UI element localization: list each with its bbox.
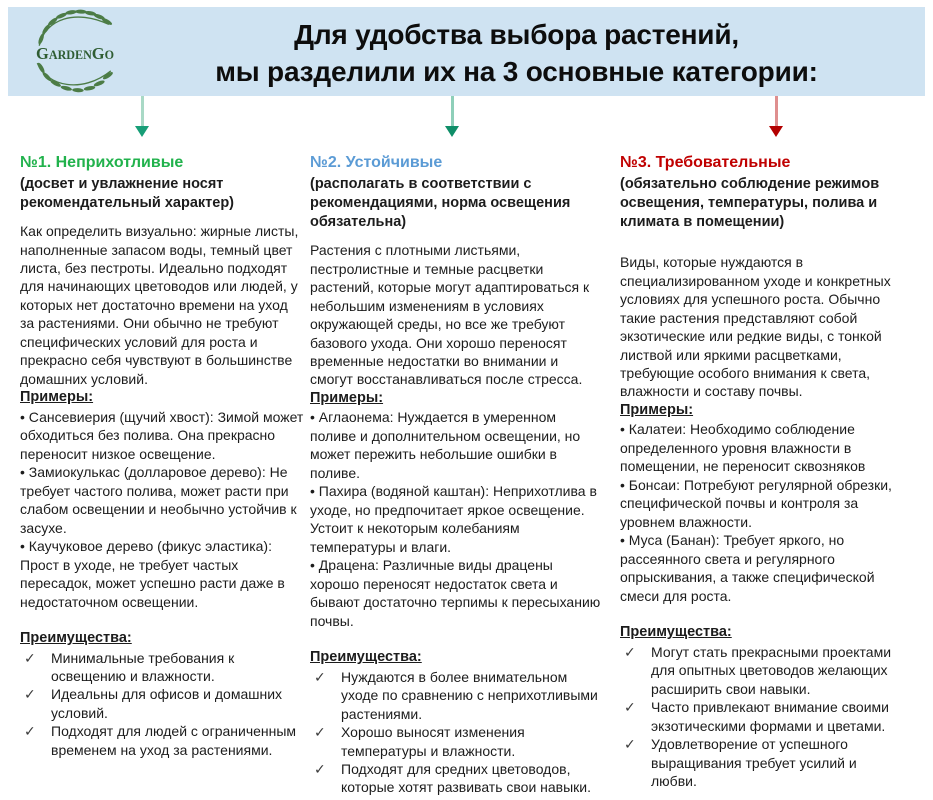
arrow-head	[135, 126, 149, 137]
arrow-down-icon-category-1	[135, 96, 149, 141]
example-item: • Каучуковое дерево (фикус эластика): Прост в уходе, не требует частых пересадок, может успешно расти даже в недостаточном освещении.	[20, 537, 304, 611]
checkmark-icon	[310, 760, 341, 797]
arrow-stem	[451, 96, 454, 127]
examples-label: Примеры:	[620, 401, 694, 418]
laurel-wreath-icon	[24, 7, 128, 96]
arrow-head	[769, 126, 783, 137]
advantage-text: Могут стать прекрасными проектами для опытных цветоводов желающих расширить свои навыки.	[651, 643, 892, 697]
page-title-line-1: Для удобства выбора растений,	[294, 19, 739, 50]
advantage-text: Идеальны для офисов и домашних условий.	[51, 686, 283, 721]
advantage-item	[310, 668, 602, 723]
category-description: Как определить визуально: жирные листы, наполненные запасом воды, темный цвет листа, без пестроты. Идеально подходят для начинающих цветоводов или людей, у которых нет достаточно времени на уход за растениями. Они обычно не требуют специфических условий для роста и прекрасно себя чувствуют в большинстве домашних условий.	[20, 223, 299, 387]
example-item: • Муса (Банан): Требует яркого, но рассеянного света и регулярного опрыскивания, а также специфической смеси для роста.	[620, 531, 901, 605]
category-subtitle: (обязательно соблюдение режимов освещения, температуры, полива и климата в помещении)	[620, 175, 880, 231]
example-item: • Драцена: Различные виды драцены хорошо переносят недостаток света и бывают достаточно терпимы к пересыханию почвы.	[310, 556, 602, 630]
example-item: • Сансевиерия (щучий хвост): Зимой может обходиться без полива. Она прекрасно переносит низкое освещение.	[20, 408, 304, 463]
categories-container	[20, 153, 892, 797]
advantage-item	[20, 649, 304, 686]
header-band	[8, 7, 925, 96]
advantages-label: Преимущества:	[20, 629, 132, 646]
advantage-item	[620, 698, 901, 735]
category-title: №1. Неприхотливые	[20, 154, 184, 171]
advantage-item	[20, 722, 304, 759]
advantage-item	[620, 735, 901, 790]
advantage-item	[310, 723, 602, 760]
advantage-text: Подходят для людей с ограниченным временем на уход за растениями.	[51, 723, 297, 758]
example-item: • Калатеи: Необходимо соблюдение определенного уровня влажности в помещении, не переносит сквозняков	[620, 420, 901, 475]
checkmark-icon	[310, 668, 341, 723]
gardengo-logo	[24, 7, 128, 96]
advantage-text: Нуждаются в более внимательном уходе по сравнению с неприхотливыми растениями.	[341, 668, 598, 722]
arrow-head	[445, 126, 459, 137]
arrow-down-icon-category-2	[445, 96, 459, 141]
examples-label: Примеры:	[20, 389, 94, 406]
page-title-line-2: мы разделили их на 3 основные категории:	[215, 56, 818, 88]
example-item: • Бонсаи: Потребуют регулярной обрезки, специфической почвы и контроля за уровнем влажности.	[620, 476, 901, 531]
advantage-text: Удовлетворение от успешного выращивания требует усилий и любви.	[651, 736, 857, 790]
advantage-item	[620, 643, 901, 698]
advantage-item	[310, 760, 602, 797]
advantages-label: Преимущества:	[310, 649, 422, 666]
checkmark-icon	[310, 723, 341, 760]
category-column-unpretentious	[20, 153, 304, 797]
advantage-text: Хорошо выносят изменения температуры и влажности.	[341, 724, 525, 759]
example-item: • Пахира (водяной каштан): Неприхотлива в уходе, но предпочитает яркое освещение. Устоит к некоторым колебаниям температуры и влаги.	[310, 482, 602, 556]
category-subtitle: (располагать в соответствии с рекомендациями, норма освещения обязательна)	[310, 175, 571, 231]
example-item: • Замиокулькас (долларовое дерево): Не требует частого полива, может расти при слабом освещении и необычно устойчив к засухе.	[20, 463, 304, 537]
category-subtitle: (досвет и увлажнение носят рекомендательный характер)	[20, 175, 235, 211]
checkmark-icon	[620, 735, 651, 790]
arrow-down-icon-category-3	[769, 96, 783, 141]
page-title	[138, 16, 895, 90]
example-item: • Аглаонема: Нуждается в умеренном поливе и дополнительном освещении, но может пережить небольшие ошибки в поливе.	[310, 408, 602, 482]
category-title: №2. Устойчивые	[310, 154, 443, 171]
advantage-text: Подходят для средних цветоводов, которые хотят развивать свои навыки.	[341, 761, 592, 796]
examples-label: Примеры:	[310, 389, 384, 406]
category-column-resilient	[310, 153, 602, 797]
checkmark-icon	[620, 643, 651, 698]
arrow-stem	[141, 96, 144, 127]
checkmark-icon	[20, 722, 51, 759]
logo-text: GARDENGO	[36, 44, 115, 64]
checkmark-icon	[20, 649, 51, 686]
checkmark-icon	[20, 685, 51, 722]
arrow-stem	[775, 96, 778, 127]
checkmark-icon	[620, 698, 651, 735]
category-title: №3. Требовательные	[620, 154, 791, 171]
advantage-item	[20, 685, 304, 722]
advantages-label: Преимущества:	[620, 624, 732, 641]
category-column-demanding	[620, 153, 901, 797]
advantage-text: Часто привлекают внимание своими экзотическими формами и цветами.	[651, 699, 889, 734]
category-description: Виды, которые нуждаются в специализированном уходе и конкретных условиях для успешного роста. Обычно такие растения представляют собой экзотические или редкие виды, с тонкой листвой или яркими расцветками, требующие особого внимания к света, влажности и составу почвы.	[620, 254, 891, 400]
category-description: Растения с плотными листьями, пестролистные и темные расцветки растений, которые могут адаптироваться к небольшим изменениям в условиях окружающей среды, но все же требуют базового ухода. Они хорошо переносят временные недостатки во внимании и смогут восстанавливаться после стресса.	[310, 242, 590, 388]
advantage-text: Минимальные требования к освещению и влажности.	[51, 649, 235, 685]
